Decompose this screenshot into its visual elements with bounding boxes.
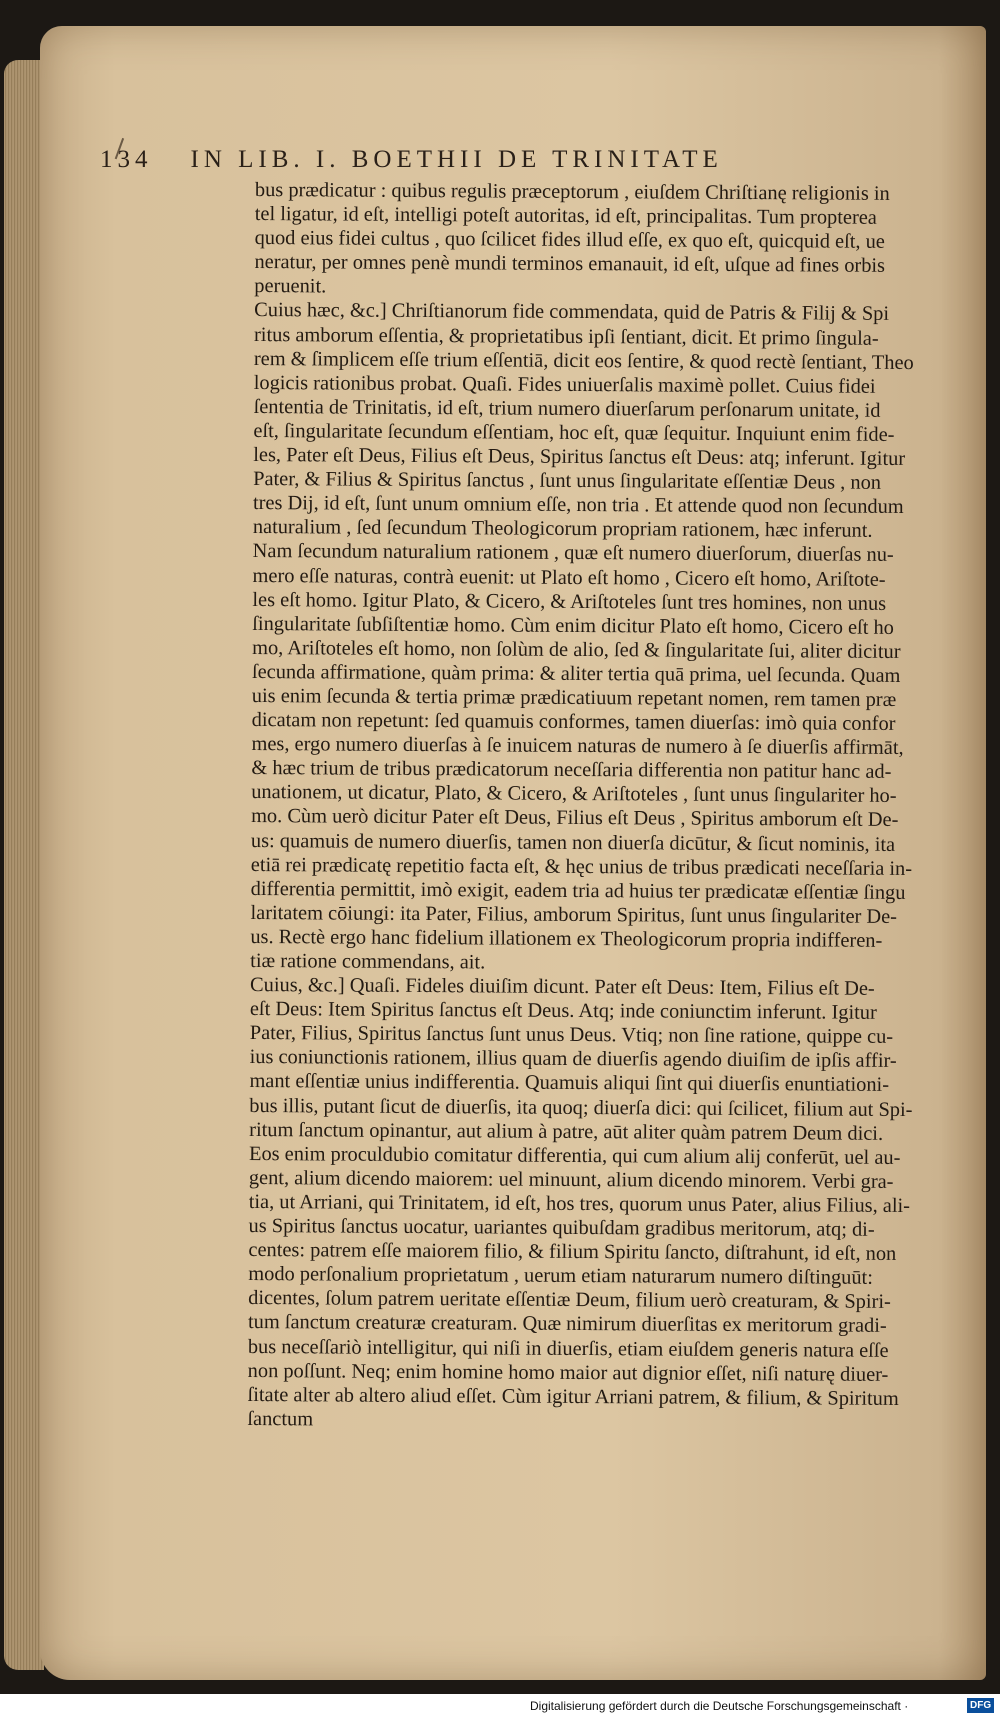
text-line: & hæc trium de tribus prædicatorum neceſſaria differentia non patitur hanc ad- [251,757,892,784]
text-line: peruenit. [254,275,327,298]
text-line: Cuius, &c.] Quaſi. Fideles diuiſim dicunt. Pater eſt Deus: Item, Filius eſt De- [250,974,875,1000]
text-line: gent, alium dicendo maiorem: uel minuunt, alium dicendo minorem. Verbi gra- [248,1166,894,1193]
text-line: etiā rei prædicatę repetitio facta eſt, & hęc unius de tribus prædicati neceſſaria in- [250,853,913,880]
text-line: us. Rectè ergo hanc fidelium illationem ex Theologicorum propria indifferen- [250,925,883,952]
text-line: les, Pater eſt Deus, Filius eſt Deus, Spiritus ſanctus eſt Deus: atq; inferunt. Igitur [253,444,906,471]
text-line: tia, ut Arriani, qui Trinitatem, id eſt, hos tres, quorum unus Pater, alius Filius, ali- [248,1190,911,1217]
text-line: tum ſanctum creaturæ creaturam. Quæ nimirum diuerſitas ex meritorum gradi- [247,1311,887,1338]
text-line: Pater, Filius, Spiritus ſanctus ſunt unus Deus. Vtiq; non ſine ratione, quippe cu- [249,1022,894,1049]
text-line: ſecunda affirmatione, quàm prima: & aliter tertia quā prima, uel ſecunda. Quam [251,660,901,687]
text-line: dicatam non repetunt: ſed quamuis conformes, tamen diuerſas: imò quia confor [251,709,896,735]
text-line: eſt, ſingularitate ſecundum eſſentiam, hoc eſt, quæ ſequitur. Inquiunt enim fide- [253,419,895,446]
text-line: uis enim ſecunda & tertia primæ prædicatiuum repetant nomen, rem tamen præ [251,684,897,711]
text-line: tres Dij, id eſt, ſunt unum omnium eſſe, non tria . Et attende quod non ſecundum [252,492,904,519]
text-block [247,178,975,1435]
text-line: rem & ſimplicem eſſe trium eſſentiā, dicit eos ſentire, & quod rectè ſentiant, Theo [253,347,914,374]
text-line: neratur, per omnes penè mundi terminos emanauit, id eſt, uſque ad fines orbis [254,251,886,278]
text-line: les eſt homo. Igitur Plato, & Cicero, & Ariſtoteles ſunt tres homines, non unus [252,588,887,615]
text-line: laritatem cōiungi: ita Pater, Filius, amborum Spiritus, ſunt unus ſingulariter De- [250,901,898,928]
text-line: ritum ſanctum opinantur, aut alium à patre, aūt aliter quàm patrem Deum dici. [249,1118,884,1145]
text-line: us: quamuis de numero diuerſis, tamen non diuerſa dicūtur, & ſicut nominis, ita [250,829,896,856]
text-line: ſitate alter ab altero aliud eſſet. Cùm igitur Arriani patrem, & filium, & Spiritum [247,1383,899,1410]
text-line: bus prædicatur : quibus regulis præceptorum , eiuſdem Chriſtianę religionis in [254,178,890,205]
text-line: ius coniunctionis rationem, illius quam de diuerſis agendo diuiſim de ipſis affir- [249,1046,897,1073]
running-title: IN LIB. I. BOETHII DE TRINITATE [190,146,723,173]
text-line: logicis rationibus probat. Quaſi. Fides uniuerſalis maximè pollet. Cuius fidei [253,371,876,398]
text-line: unationem, ut dicatur, Plato, & Cicero, & Ariſtoteles , ſunt unus ſingulariter ho- [251,781,897,808]
text-line: us Spiritus ſanctus uocatur, uariantes quibuſdam gradibus meritorum, atq; di- [248,1215,875,1241]
footer-bar [0,1694,1000,1719]
text-line: tiæ ratione commendans, ait. [250,949,486,974]
text-line: ritus amborum eſſentia, & proprietatibus ipſi ſentiant, dicit. Et primo ſingula- [253,323,879,350]
text-line: bus illis, putant ſicut de diuerſis, ita quoq; diuerſa dici: qui ſcilicet, filium aut Spi- [249,1094,913,1121]
text-line: bus neceſſariò intelligitur, qui niſi in diuerſis, etiam eiuſdem generis natura eſſe [247,1335,889,1362]
text-line: Cuius hæc, &c.] Chriſtianorum fide commendata, quid de Patris & Filij & Spi [254,299,890,326]
text-line: naturalium , ſed ſecundum Theologicorum propriam rationem, hæc inferunt. [252,516,873,543]
text-line: Eos enim proculdubio comitatur differentia, qui cum alium alij conferūt, uel au- [248,1142,901,1169]
text-line: mant eſſentiæ unius indifferentia. Quamuis aliqui ſint qui diuerſis enuntiationi- [249,1070,890,1097]
footer-credit: Digitalisierung gefördert durch die Deutsche Forschungsgemeinschaft · [530,1699,909,1713]
text-line: quod eius fidei cultus , quo ſcilicet fides illud eſſe, ex quo eſt, quicquid eſt, ue [254,227,885,254]
page-number: 134 [100,146,153,173]
text-line: centes: patrem eſſe maiorem filio, & filium Spiritu ſancto, diſtrahunt, id eſt, non [248,1239,897,1266]
text-line: mo, Ariſtoteles eſt homo, non ſolùm de alio, ſed & ſingularitate ſui, aliter dicitur [252,636,901,663]
text-line: differentia permittit, imò exigit, eadem tria ad huius ter prædicatæ eſſentiæ ſingu [250,877,906,904]
text-line: mo. Cùm uerò dicitur Pater eſt Deus, Filius eſt Deus , Spiritus amborum eſt De- [251,805,899,832]
text-line: mero eſſe naturas, contrà euenit: ut Plato eſt homo , Cicero eſt homo, Ariſtote- [252,564,886,591]
text-line: Nam ſecundum naturalium rationem , quæ eſt numero diuerſorum, diuerſas nu- [252,540,894,567]
page-edges [4,60,44,1670]
text-line: tel ligatur, id eſt, intelligi poteſt autoritas, id eſt, principalitas. Tum propterea [254,203,877,229]
text-line: ſanctum [247,1407,314,1431]
text-line: modo perſonalium proprietatum , uerum etiam naturarum numero diſtinguūt: [248,1263,873,1290]
text-line: mes, ergo numero diuerſas à ſe inuicem naturas de numero à ſe diuerſis affirmāt, [251,733,904,760]
text-line: ſingularitate ſubſiſtentiæ homo. Cùm enim dicitur Plato eſt homo, Cicero eſt ho [252,612,894,639]
running-head [100,146,900,174]
dfg-logo: DFG [967,1698,994,1713]
text-line: dicentes, ſolum patrem ueritate eſſentiæ Deum, filium uerò creaturam, & Spiri- [248,1287,891,1314]
text-line: eſt Deus: Item Spiritus ſanctus eſt Deus. Atq; inde coniunctim inferunt. Igitur [249,998,877,1025]
text-line: non poſſunt. Neq; enim homine homo maior aut dignior eſſet, niſi naturę diuer- [247,1359,889,1386]
text-line: ſententia de Trinitatis, id eſt, trium numero diuerſarum perſonarum unitate, id [253,395,881,422]
text-line: Pater, & Filius & Spiritus ſanctus , ſunt unus ſingularitate eſſentiæ Deus , non [253,468,882,494]
